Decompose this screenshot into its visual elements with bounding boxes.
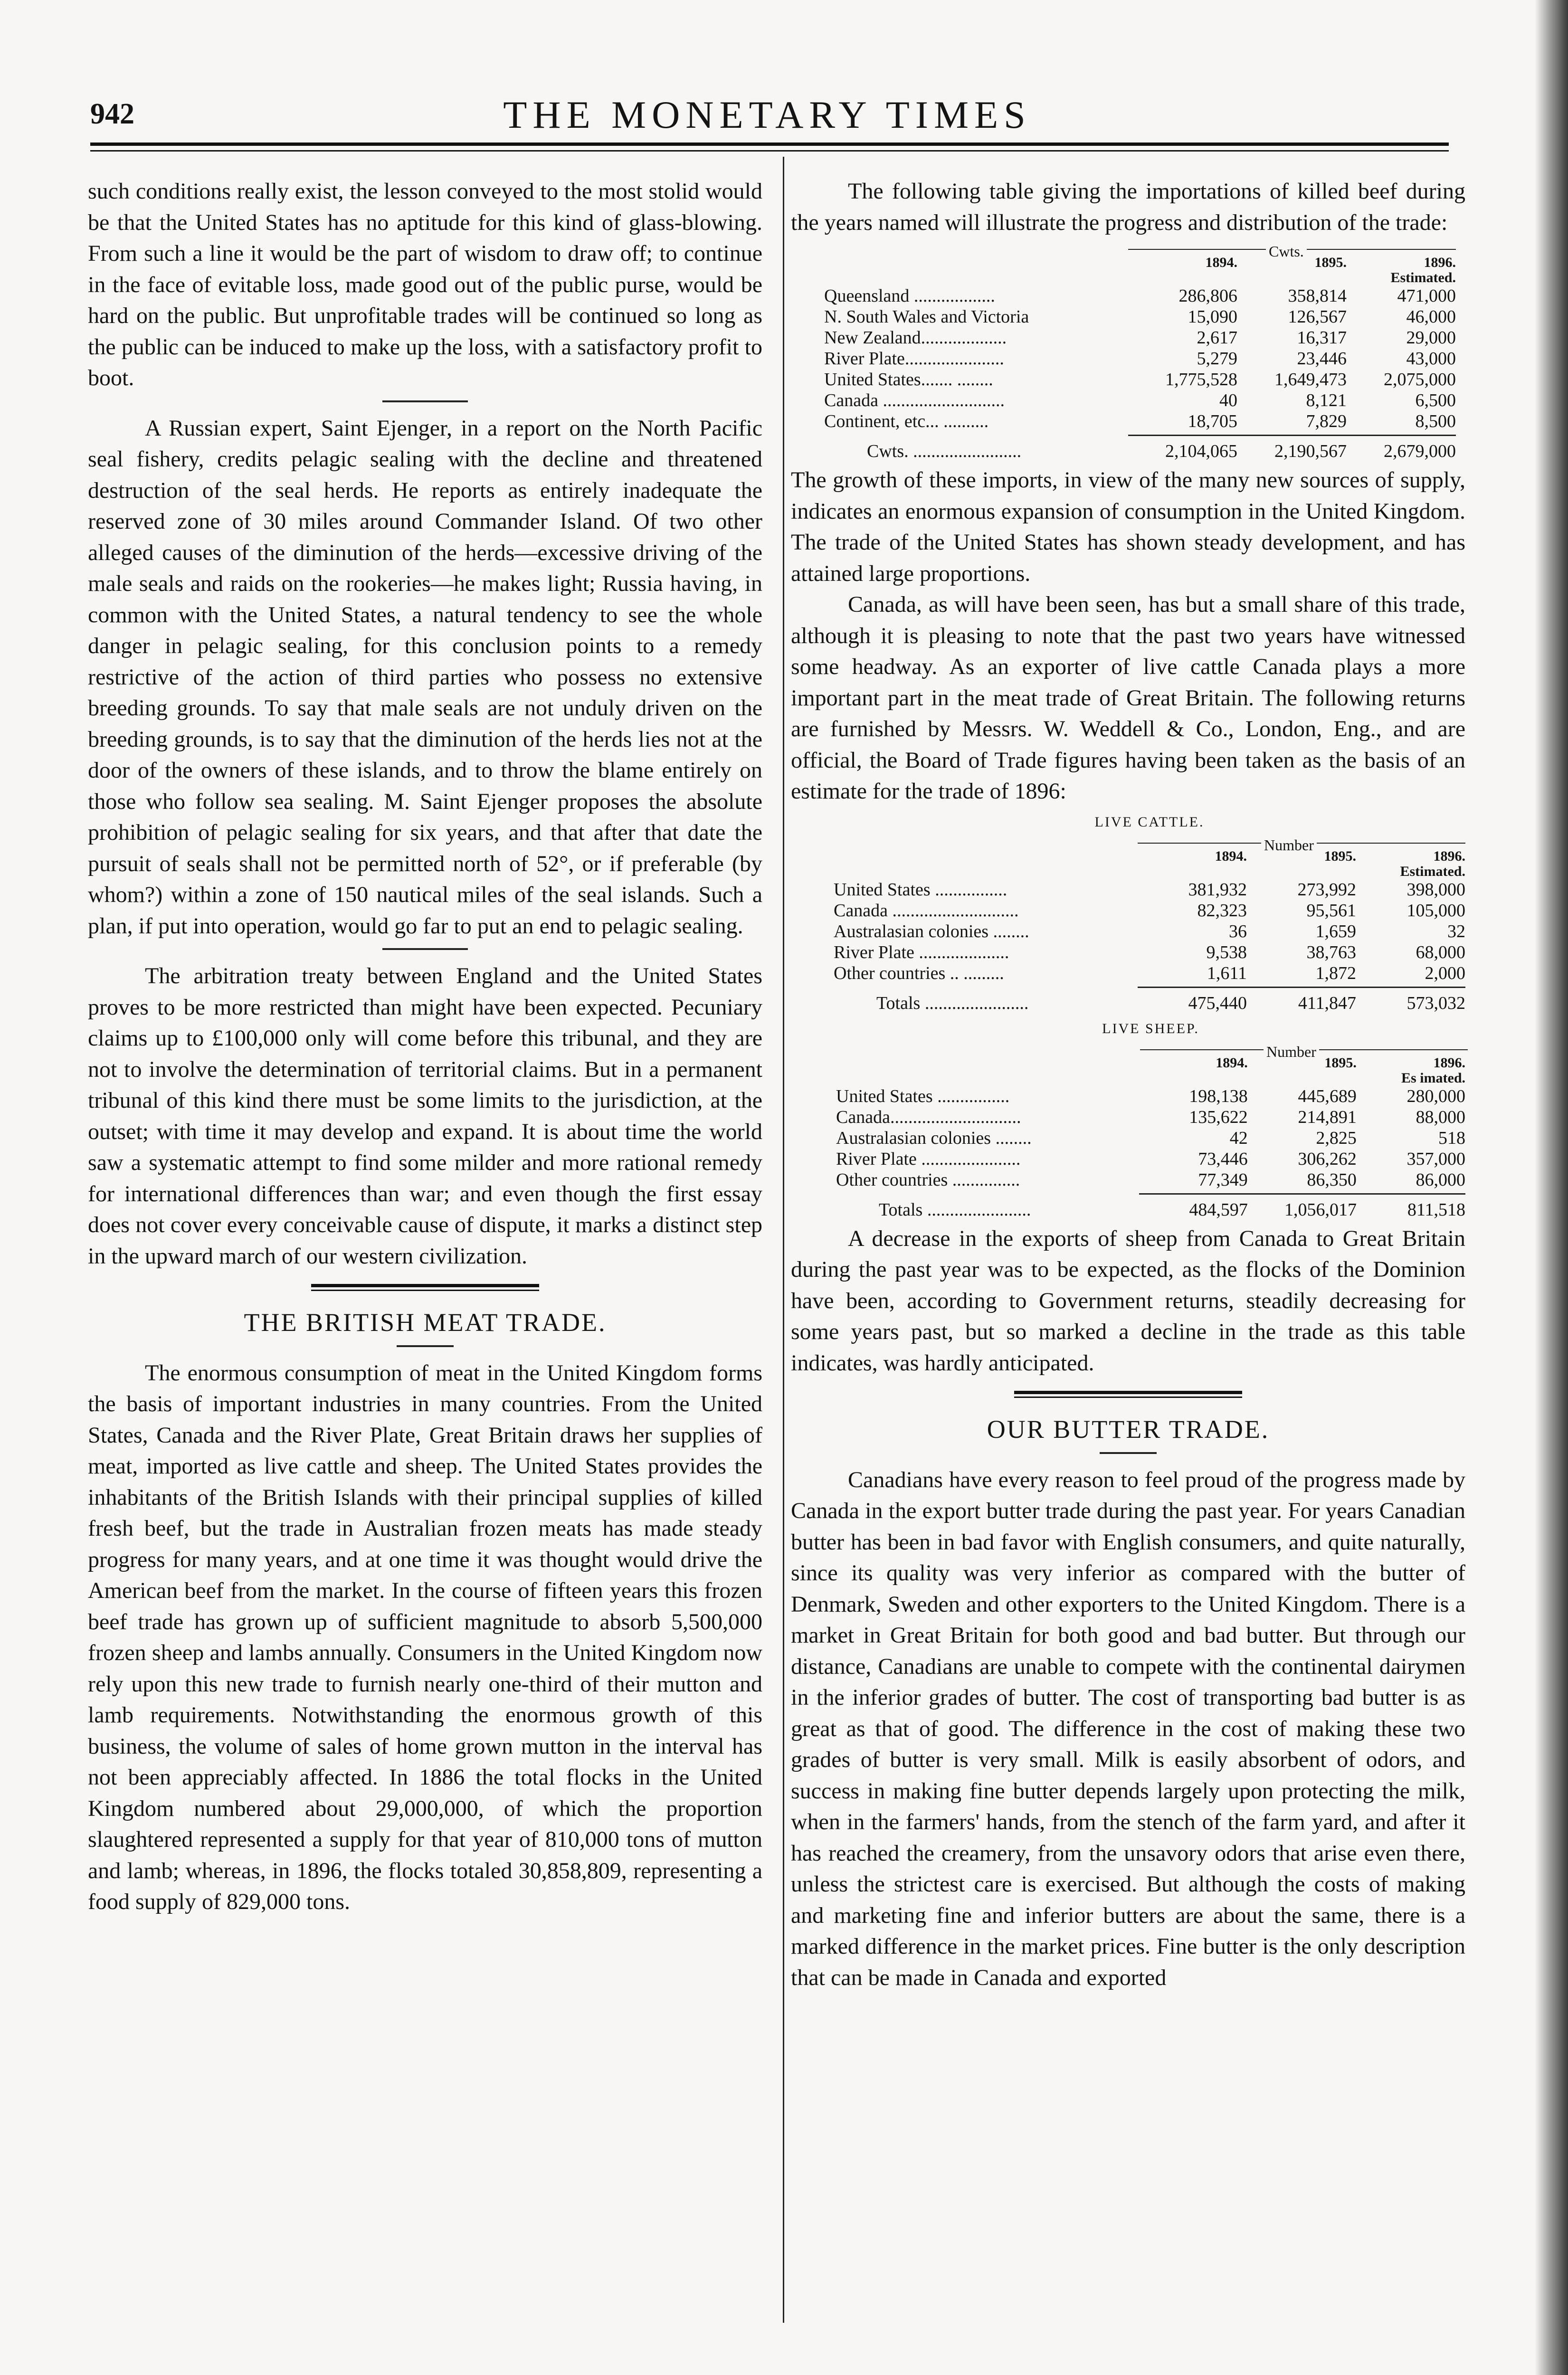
year-header: 1896. (1433, 1054, 1466, 1071)
article-paragraph: A Russian expert, Saint Ejenger, in a report on the North Pacific seal fishery, credits pelagic sealing with the decline and threatened destruction of the seal herds. He reports as entirely inadequate the reserved zone of 30 miles around Commander Island. Of two other alleged causes of the diminution of the herds—excessive driving of the male seals and raids on the rookeries—he makes light; Russia having, in common with the United States, a natural tendency to see the whole danger in pelagic sealing, for this conclusion points to a remedy restrictive of the action of third parties who possess no extensive breeding grounds. To say that male seals are not unduly driven on the breeding grounds, is to say that the diminution of the herds lies not at the door of the owners of these islands, and to throw the blame entirely on those who follow sea sealing. M. Saint Ejenger proposes the absolute prohibition of pelagic sealing for six years, and that after that date the pursuit of seals shall not be permitted north of 52°, or if preferable (by whom?) within a zone of 150 nautical miles of the seal islands. Such a plan, if put into operation, would go far to put an end to pelagic sealing. (88, 415, 762, 939)
year-header: 1895. (1324, 1054, 1357, 1071)
cell-value: 7,829 (1306, 411, 1347, 431)
table-row (836, 1149, 1465, 1169)
total-value: 484,597 (1189, 1199, 1248, 1220)
article-divider (1014, 1391, 1242, 1398)
cell-value: 286,806 (1178, 286, 1237, 306)
cell-value: 32 (1447, 921, 1465, 941)
table-row (834, 963, 1465, 984)
column-group-label: Number (1264, 1041, 1319, 1062)
cell-value: 42 (1229, 1128, 1248, 1148)
total-value: 2,104,065 (1165, 441, 1237, 461)
table-subheader (824, 270, 1465, 285)
cell-value: 18,705 (1188, 411, 1237, 431)
total-rule (836, 1193, 1465, 1195)
table-row (834, 942, 1465, 963)
cell-value: 273,992 (1297, 879, 1356, 900)
column-group-bracket (836, 1043, 1465, 1060)
article-paragraph: such conditions really exist, the lesson conveyed to the most stolid would be that the United States has no aptitude for this kind of glass-blowing. From such a line it would be the part of wisdom to draw off; to continue in the face of evitable loss, made good out of the public purse, would be hard on the public. But unprofitable trades will be continued so long as the public can be induced to make up the loss, with a satisfactory profit to boot. (88, 179, 762, 390)
column-group-label: Number (1261, 835, 1317, 855)
cell-value: 445,689 (1298, 1086, 1357, 1106)
cell-value: 2,075,000 (1384, 370, 1456, 390)
cell-value: 126,567 (1288, 307, 1347, 327)
year-header: 1895. (1324, 848, 1356, 864)
article-paragraph: The following table giving the importations of killed beef during the years named will illustrate the progress and distribution of the trade: (791, 179, 1465, 235)
cell-value: 95,561 (1306, 900, 1356, 921)
cell-value: 280,000 (1406, 1086, 1466, 1106)
cell-value: 214,891 (1298, 1107, 1357, 1127)
row-label: New Zealand................... (824, 328, 1007, 348)
year-header: 1894. (1205, 255, 1237, 270)
cell-value: 5,279 (1197, 349, 1237, 369)
article-paragraph: Canadians have every reason to feel proud of the progress made by Canada in the export butter trade during the past year. For years Canadian butter has been in bad favor with English consumers, and quite naturally, since its quality was very inferior as compared with the butter of Denmark, Sweden and other exporters to the United Kingdom. There is a market in Great Britain for both good and bad butter. But through our distance, Canadians are unable to compete with the continental dairymen in the inferior grades of butter. The cost of transporting bad butter is as great as that of good. The difference in the cost of making these two grades of butter is very small. Milk is easily absorbent of odors, and success in making fine butter depends largely upon protecting the milk, when in the farmers' hands, from the stench of the farm yard, and after it has reached the creamery, from the unsavory odors that arise even there, unless the strictest care is exercised. But although the costs of making and marketing fine and inferior butters are about the same, there is a marked difference in the market prices. Fine butter is the only description that can be made in Canada and exported (791, 1467, 1465, 1990)
table-row (834, 921, 1465, 942)
header-rule-thick (90, 142, 1449, 146)
total-value: 1,056,017 (1284, 1199, 1357, 1220)
row-label: River Plate...................... (824, 349, 1004, 369)
cell-value: 23,446 (1297, 349, 1347, 369)
scan-binding-edge (1535, 0, 1568, 2375)
article-paragraph: Canada, as will have been seen, has but a small share of this trade, although it is pleasing to note that the past two years have witnessed some headway. As an exporter of live cattle Canada plays a more important part in the meat trade of Great Britain. The following returns are furnished by Messrs. W. Weddell & Co., London, Eng., and are official, the Board of Trade figures having been taken as the basis of an estimate for the trade of 1896: (791, 592, 1465, 804)
row-label: Queensland .................. (824, 286, 995, 306)
year-header: 1894. (1215, 848, 1247, 864)
cell-value: 381,932 (1188, 879, 1247, 900)
cell-value: 471,000 (1397, 286, 1456, 306)
row-label: Canada ........................... (824, 390, 1005, 410)
table-row (836, 1086, 1465, 1107)
cell-value: 29,000 (1406, 328, 1456, 348)
total-label: Totals ....................... (879, 1199, 1031, 1220)
total-value: 573,032 (1406, 993, 1465, 1013)
total-label: Totals ....................... (876, 993, 1029, 1013)
article-paragraph: The growth of these imports, in view of the many new sources of supply, indicates an enormous expansion of consumption in the United Kingdom. The trade of the United States has shown steady development, and has attained large proportions. (791, 467, 1465, 586)
total-value: 811,518 (1407, 1199, 1466, 1220)
cell-value: 2,617 (1197, 328, 1237, 348)
cell-value: 518 (1438, 1128, 1466, 1148)
section-divider (382, 400, 468, 402)
row-label: River Plate ...................... (836, 1149, 1021, 1169)
cell-value: 8,500 (1415, 411, 1456, 431)
table-row (836, 1169, 1465, 1190)
table-row (834, 900, 1465, 921)
table-row (824, 390, 1465, 411)
cell-value: 43,000 (1406, 349, 1456, 369)
table-row (824, 348, 1465, 369)
column-group-label: Cwts. (1266, 241, 1307, 262)
cell-value: 15,090 (1188, 307, 1237, 327)
table-total-row (836, 1199, 1465, 1220)
total-value: 475,440 (1188, 993, 1247, 1013)
cell-value: 135,622 (1189, 1107, 1248, 1127)
row-label: United States....... ........ (824, 370, 993, 390)
total-label: Cwts. ........................ (867, 441, 1022, 461)
cell-value: 38,763 (1306, 942, 1356, 962)
row-label: N. South Wales and Victoria (824, 307, 1029, 327)
total-value: 411,847 (1298, 993, 1356, 1013)
right-column (791, 176, 1465, 1993)
total-value: 2,679,000 (1384, 441, 1456, 461)
estimated-label: Estimated. (1390, 270, 1456, 285)
title-underline (397, 1345, 454, 1347)
row-label: Australasian colonies ........ (834, 921, 1029, 941)
row-label: River Plate .................... (834, 942, 1009, 962)
cell-value: 16,317 (1297, 328, 1347, 348)
cell-value: 36 (1229, 921, 1247, 941)
cell-value: 398,000 (1406, 879, 1465, 900)
year-header: 1896. (1433, 848, 1465, 864)
cell-value: 306,262 (1298, 1149, 1357, 1169)
cell-value: 46,000 (1406, 307, 1456, 327)
masthead-title: THE MONETARY TIMES (503, 93, 1031, 136)
year-header: 1895. (1314, 255, 1347, 270)
cell-value: 82,323 (1197, 900, 1247, 921)
year-header: 1894. (1216, 1054, 1248, 1071)
article-paragraph: A decrease in the exports of sheep from Canada to Great Britain during the past year was to be expected, as the flocks of the Dominion have been, according to Government returns, steadily decreasing for some years past, but so marked a decline in the trade as this table indicates, was hardly anticipated. (791, 1226, 1465, 1376)
cell-value: 8,121 (1306, 390, 1347, 410)
cell-value: 2,825 (1316, 1128, 1357, 1148)
cell-value: 1,649,473 (1274, 370, 1347, 390)
section-title: THE BRITISH MEAT TRADE. (244, 1308, 607, 1337)
row-label: United States ................ (834, 879, 1007, 900)
total-rule (824, 435, 1465, 436)
table-header (824, 255, 1465, 270)
page-header (90, 93, 1444, 140)
column-group-bracket (824, 243, 1465, 260)
table-total-row (834, 993, 1465, 1014)
table-row (834, 879, 1465, 900)
cell-value: 68,000 (1416, 942, 1465, 962)
cell-value: 1,872 (1315, 963, 1356, 983)
table-row (836, 1107, 1465, 1128)
table-header (836, 1055, 1465, 1071)
table-row (824, 369, 1465, 390)
beef-import-table (824, 243, 1465, 462)
table-caption: LIVE CATTLE. (1094, 814, 1205, 830)
page-number: 942 (90, 98, 134, 130)
section-divider (382, 948, 468, 950)
article-paragraph: The arbitration treaty between England and the United States proves to be more restricted than might have been expected. Pecuniary claims up to £100,000 only will come before this tribunal, and they are not to involve the determination of territorial claims. But in a permanent tribunal of this kind there must be some limits to the jurisdiction, at the outset; with time it may develop and expand. It is about time the world saw a systematic attempt to find some milder and more rational remedy for international differences than war; and even though the first essay does not cover every conceivable cause of dispute, it marks a distinct step in the upward march of our western civilization. (88, 963, 762, 1269)
cell-value: 1,659 (1315, 921, 1356, 941)
article-paragraph: The enormous consumption of meat in the United Kingdom forms the basis of important industries in many countries. From the United States, Canada and the River Plate, Great Britain draws her supplies of meat, imported as live cattle and sheep. The United States provides the inhabitants of the British Islands with their principal supplies of killed fresh beef, but the trade in Australian frozen meats has made steady progress for many years, and at one time it was thought would drive the American beef from the market. In the course of fifteen years this frozen beef trade has grown up of sufficient magnitude to absorb 5,500,000 frozen sheep and lambs annually. Consumers in the United Kingdom now rely upon this new trade to furnish nearly one-third of their mutton and lamb requirements. Notwithstanding the enormous growth of this business, the volume of sales of home grown mutton in the interval has not been appreciably affected. In 1886 the total flocks in the United Kingdom numbered about 29,000,000, of which the proportion slaughtered represented a supply for that year of 810,000 tons of mutton and lamb; whereas, in 1896, the flocks totaled 30,858,809, representing a food supply of 829,000 tons. (88, 1360, 762, 1914)
estimated-label: Estimated. (1400, 863, 1465, 879)
live-cattle-table (834, 812, 1465, 1014)
cell-value: 198,138 (1189, 1086, 1248, 1106)
year-header: 1896. (1424, 255, 1456, 270)
estimated-label: Es imated. (1401, 1070, 1466, 1086)
table-row (824, 327, 1465, 348)
total-rule (834, 987, 1465, 988)
cell-value: 9,538 (1206, 942, 1247, 962)
row-label: Continent, etc... .......... (824, 411, 989, 431)
cell-value: 1,775,528 (1165, 370, 1237, 390)
column-group-bracket (834, 836, 1465, 854)
cell-value: 358,814 (1288, 286, 1347, 306)
left-column (88, 176, 762, 1918)
row-label: Canada............................. (836, 1107, 1021, 1127)
table-caption: LIVE SHEEP. (1102, 1020, 1199, 1036)
total-value: 2,190,567 (1274, 441, 1347, 461)
cell-value: 40 (1219, 390, 1237, 410)
table-row (824, 411, 1465, 432)
table-header (834, 849, 1465, 864)
cell-value: 357,000 (1406, 1149, 1466, 1169)
header-rule-thin (90, 150, 1449, 152)
row-label: Canada ............................ (834, 900, 1019, 921)
table-subheader (834, 864, 1465, 879)
row-label: Australasian colonies ........ (836, 1128, 1032, 1148)
row-label: United States ................ (836, 1086, 1010, 1106)
cell-value: 86,000 (1416, 1169, 1466, 1190)
cell-value: 1,611 (1207, 963, 1247, 983)
cell-value: 73,446 (1198, 1149, 1248, 1169)
table-subheader (836, 1071, 1465, 1086)
table-row (824, 285, 1465, 306)
cell-value: 86,350 (1307, 1169, 1357, 1190)
table-total-row (824, 441, 1465, 462)
row-label: Other countries .. ......... (834, 963, 1004, 983)
cell-value: 77,349 (1198, 1169, 1248, 1190)
live-sheep-table (836, 1018, 1465, 1220)
section-title: OUR BUTTER TRADE. (987, 1415, 1270, 1444)
title-underline (1100, 1452, 1157, 1454)
table-row (824, 306, 1465, 327)
cell-value: 6,500 (1415, 390, 1456, 410)
cell-value: 2,000 (1425, 963, 1465, 983)
table-row (836, 1128, 1465, 1149)
cell-value: 88,000 (1416, 1107, 1466, 1127)
column-divider (783, 157, 784, 2323)
cell-value: 105,000 (1406, 900, 1465, 921)
row-label: Other countries ............... (836, 1169, 1020, 1190)
article-divider (311, 1284, 539, 1291)
